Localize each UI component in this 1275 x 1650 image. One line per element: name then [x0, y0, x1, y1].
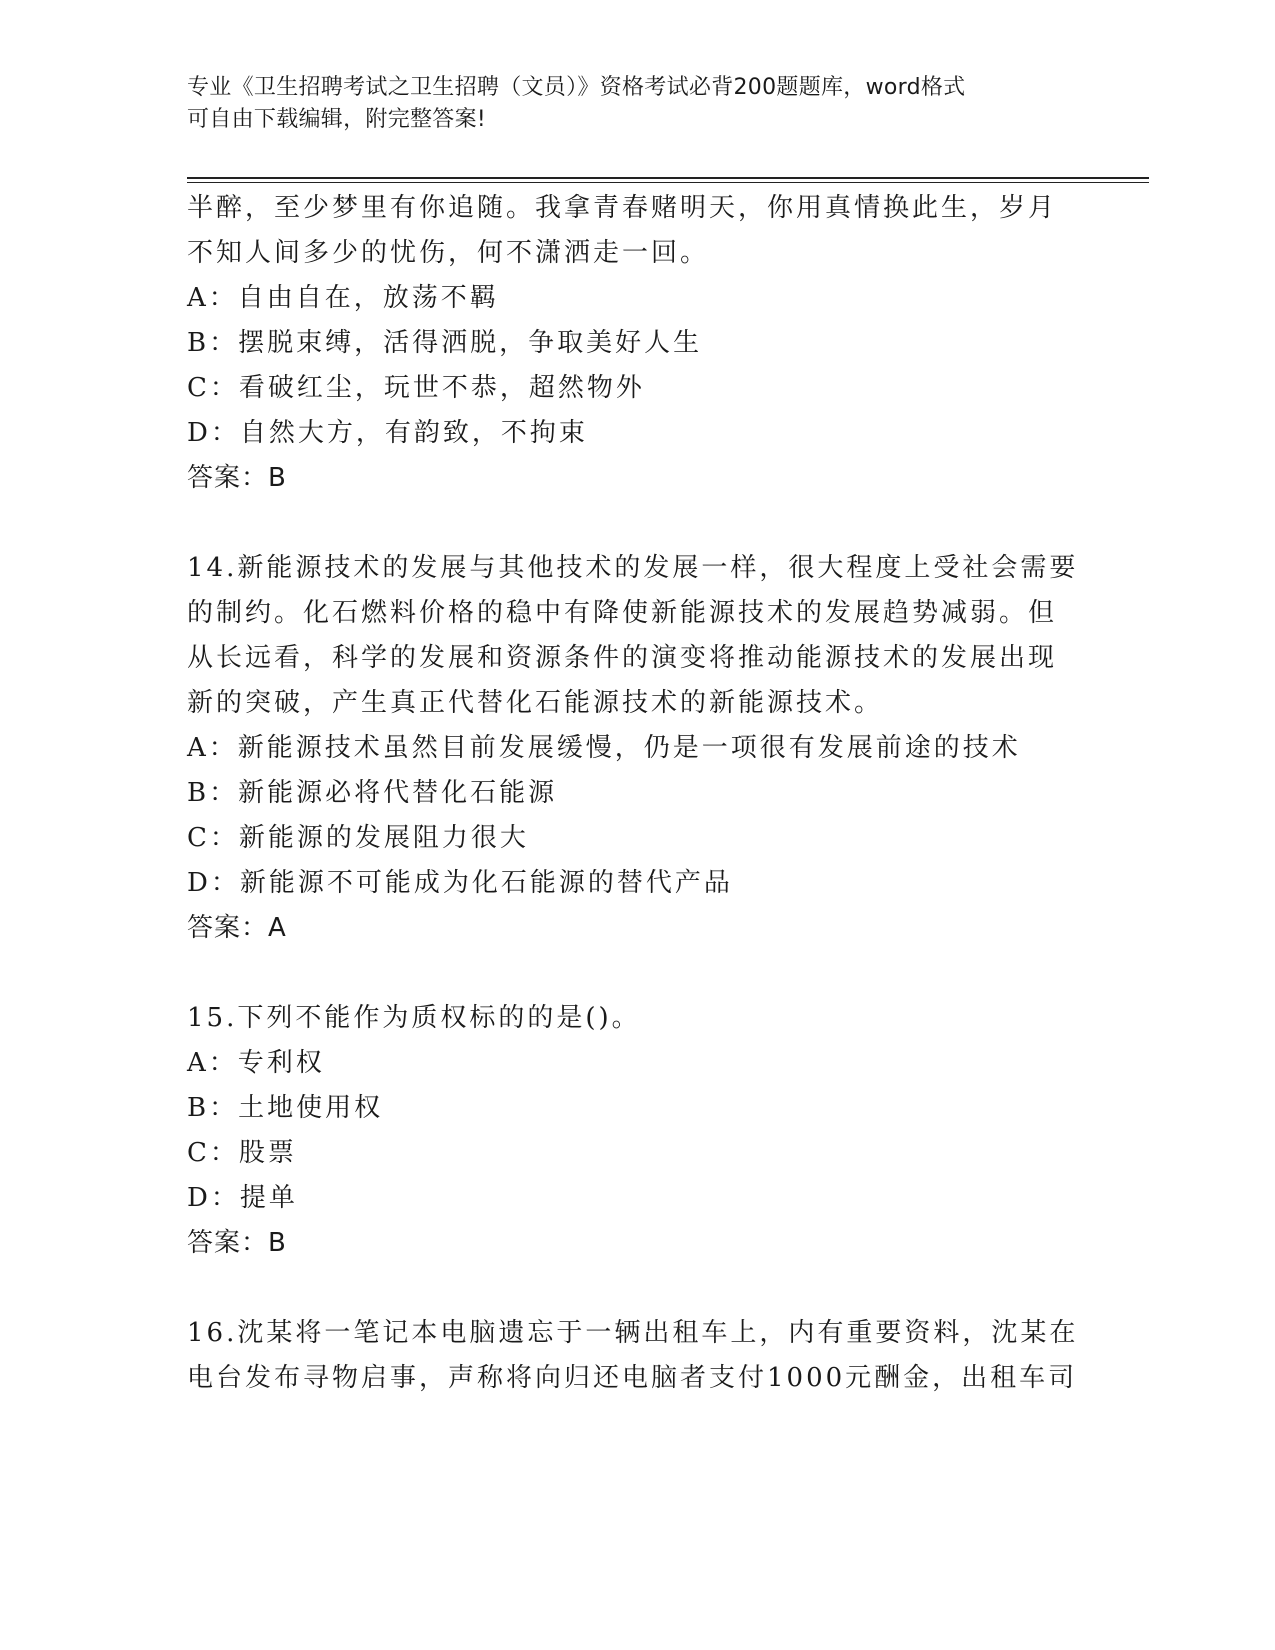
question-text-line: 的制约。化石燃料价格的稳中有降使新能源技术的发展趋势减弱。但	[187, 598, 1058, 628]
answer-line: 答案：A	[187, 913, 287, 943]
option-b: B：土地使用权	[187, 1093, 384, 1123]
option-d: D：新能源不可能成为化石能源的替代产品	[187, 868, 733, 898]
question-text-line: 16.沈某将一笔记本电脑遗忘于一辆出租车上，内有重要资料，沈某在	[187, 1318, 1079, 1348]
header-rule-thin	[187, 182, 1149, 183]
header-rule-thick	[187, 177, 1149, 179]
option-c: C：股票	[187, 1138, 297, 1168]
spacer	[187, 501, 1087, 546]
question-14	[187, 546, 1087, 951]
question-text-line: 电台发布寻物启事，声称将向归还电脑者支付1000元酬金，出租车司	[187, 1363, 1078, 1393]
option-c: C：新能源的发展阻力很大	[187, 823, 529, 853]
question-text-line: 14.新能源技术的发展与其他技术的发展一样，很大程度上受社会需要	[187, 553, 1079, 583]
option-d: D：自然大方，有韵致，不拘束	[187, 418, 588, 448]
option-d: D：提单	[187, 1183, 298, 1213]
option-c: C：看破红尘，玩世不恭，超然物外	[187, 373, 645, 403]
option-a: A：专利权	[187, 1048, 325, 1078]
option-a: A：新能源技术虽然目前发展缓慢，仍是一项很有发展前途的技术	[187, 733, 1021, 763]
question-text-line: 15.下列不能作为质权标的的是()。	[187, 1003, 641, 1033]
question-text-line: 从长远看，科学的发展和资源条件的演变将推动能源技术的发展出现	[187, 643, 1058, 673]
answer-line: 答案：B	[187, 1228, 287, 1258]
document-header	[187, 72, 1067, 136]
option-b: B：摆脱束缚，活得洒脱，争取美好人生	[187, 328, 703, 358]
answer-line: 答案：B	[187, 463, 287, 493]
spacer	[187, 951, 1087, 996]
question-text-line: 新的突破，产生真正代替化石能源技术的新能源技术。	[187, 688, 884, 718]
question-13-tail	[187, 186, 1087, 501]
question-16	[187, 1311, 1087, 1401]
spacer	[187, 1266, 1087, 1311]
question-text-line: 不知人间多少的忧伤，何不潇洒走一回。	[187, 238, 710, 268]
question-15	[187, 996, 1087, 1266]
option-b: B：新能源必将代替化石能源	[187, 778, 558, 808]
option-a: A：自由自在，放荡不羁	[187, 283, 499, 313]
header-line-1: 专业《卫生招聘考试之卫生招聘（文员）》资格考试必背200题题库，word格式	[187, 75, 966, 100]
header-line-2: 可自由下载编辑，附完整答案!	[187, 107, 487, 132]
document-body	[187, 186, 1087, 1401]
question-text-line: 半醉，至少梦里有你追随。我拿青春赌明天，你用真情换此生，岁月	[187, 193, 1058, 223]
